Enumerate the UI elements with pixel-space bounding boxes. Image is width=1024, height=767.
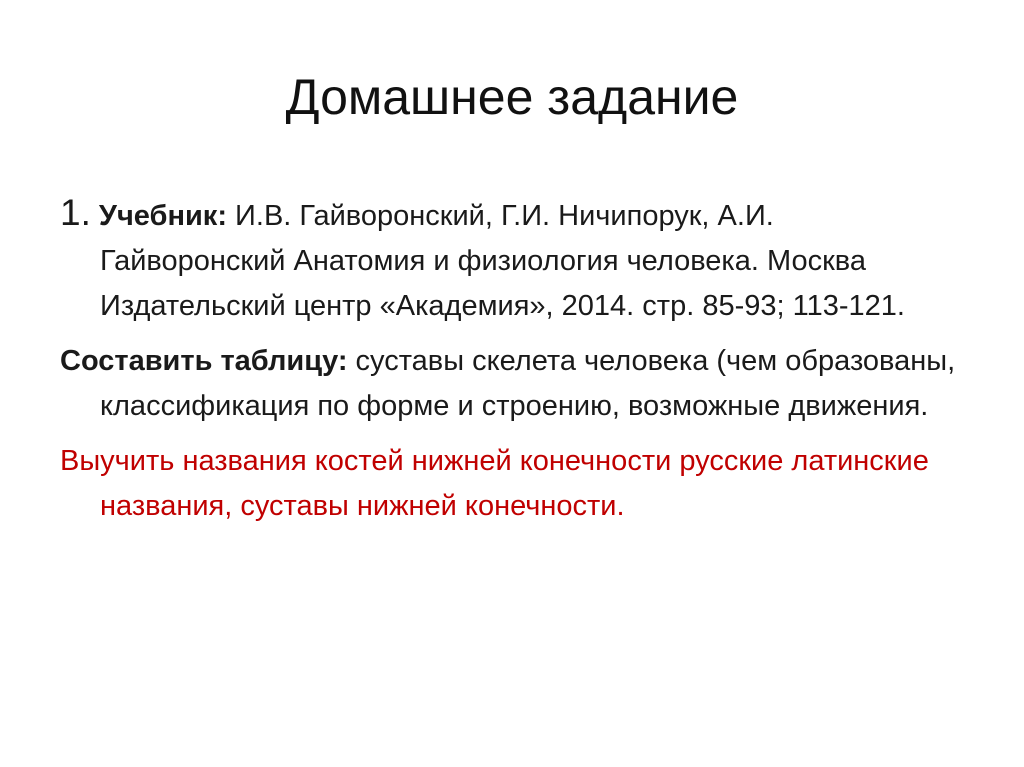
slide-title: Домашнее задание (285, 69, 739, 125)
table-task-text: суставы скелета человека (чем образованы, классификация по форме и строению, возможные движения. (100, 345, 956, 422)
memorize-task-paragraph: Выучить названия костей нижней конечности русские латинские названия, суставы нижней конечности. (60, 445, 929, 522)
table-task-label: Составить таблицу: (60, 345, 348, 377)
slide-content (60, 190, 960, 539)
item-number: 1. (60, 192, 91, 233)
table-task-paragraph (60, 339, 960, 429)
textbook-label: Учебник: (98, 200, 227, 232)
textbook-text: И.В. Гайворонский, Г.И. Ничипорук, А.И. Гайворонский Анатомия и физиология человека. Москва Издательский центр «Академия», 2014. стр. 85-93; 113-121. (100, 200, 905, 322)
textbook-paragraph (60, 190, 960, 329)
